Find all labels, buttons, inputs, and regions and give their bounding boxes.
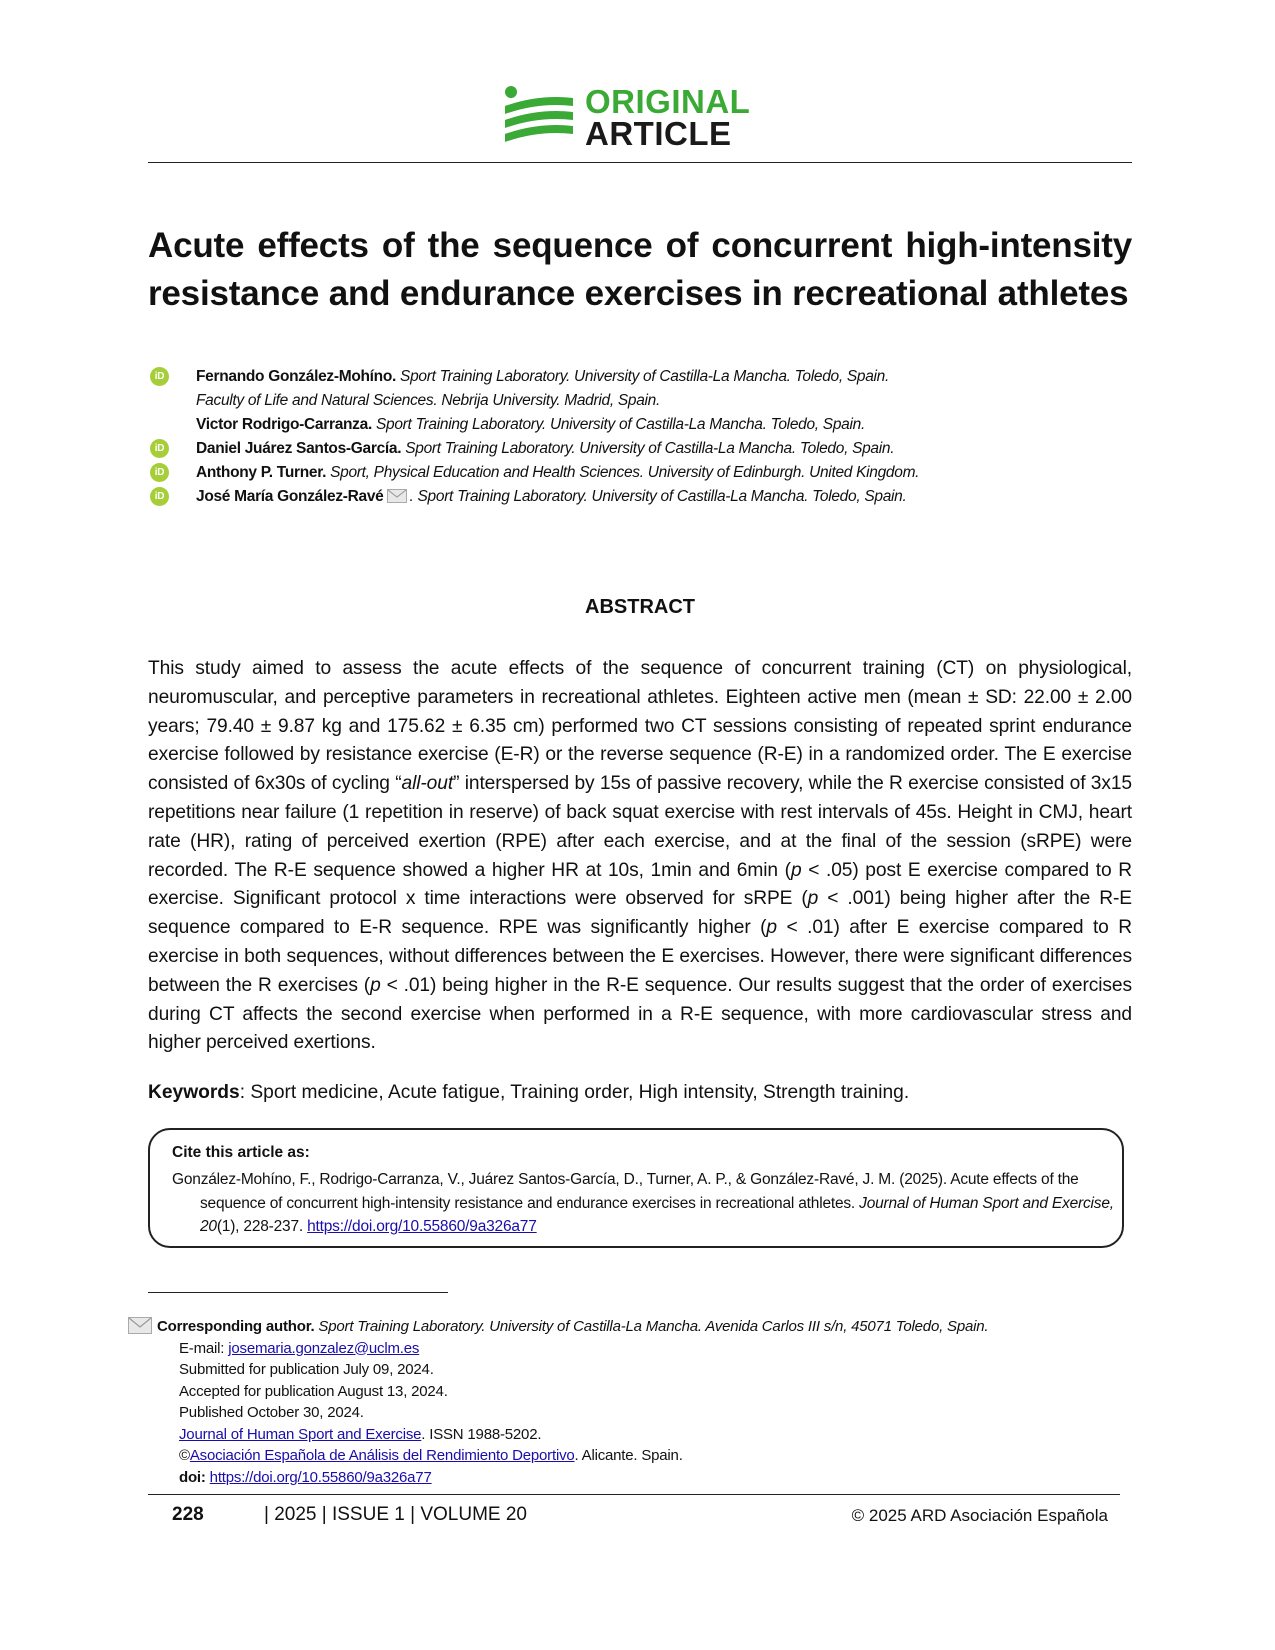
author-affiliation: Sport Training Laboratory. University of Castilla-La Mancha. Toledo, Spain. <box>371 416 865 433</box>
citation-part: (1), 228-237. <box>216 1218 308 1235</box>
author-affiliation: Sport Training Laboratory. University of Castilla-La Mancha. Toledo, Spain. <box>396 368 890 385</box>
journal-line <box>179 1424 1125 1446</box>
author-name: José María González-Ravé <box>196 488 384 505</box>
footer-copyright: © 2025 ARD Asociación Española <box>851 1506 1108 1525</box>
header-divider <box>148 162 1132 163</box>
page-number: 228 <box>172 1504 204 1525</box>
corresponding-author-line <box>125 1316 1125 1338</box>
citation-text <box>172 1168 1128 1239</box>
author-name: Anthony P. Turner. <box>196 464 327 481</box>
author-line <box>150 389 1150 413</box>
author-name: Victor Rodrigo-Carranza. <box>196 416 372 433</box>
abstract-part: This study aimed to assess the acute effects of the sequence of concurrent training (CT) on physiological, neuromuscular, and perceptive parameters in recreational athletes. Eighteen active men (mean ± SD: 22.00 ± 2.00 years; 79.40 ± 9.87 kg and 175.62 ± 6.35 cm) performed two CT sessions consisting of repeated sprint endurance exercise followed by resistance exercise (E-R) or the reverse sequence (R-E) in a randomized order. The E exercise consisted of 6x30s of cycling “ <box>148 658 1132 795</box>
author-name: Fernando González-Mohíno. <box>196 368 397 385</box>
p-value-symbol: p <box>766 917 777 939</box>
orcid-icon[interactable]: iD <box>150 439 169 458</box>
journal-logo <box>503 83 773 152</box>
email-link[interactable]: josemaria.gonzalez@uclm.es <box>228 1339 420 1357</box>
author-line <box>150 413 1150 437</box>
corresponding-author-affiliation: Sport Training Laboratory. University of Castilla-La Mancha. Avenida Carlos III s/n, 45071 Toledo, Spain. <box>314 1318 989 1335</box>
author-list <box>150 365 1150 509</box>
issue-info: | 2025 | ISSUE 1 | VOLUME 20 <box>264 1504 527 1525</box>
copyright-symbol: © <box>179 1447 190 1464</box>
abstract-part: < .05) post E exercise compared to R exercise. Significant protocol x time interactions were observed for sRPE ( <box>148 859 1132 910</box>
author-affiliation: Sport Training Laboratory. University of Castilla-La Mancha. Toledo, Spain. <box>401 440 895 457</box>
orcid-icon[interactable]: iD <box>150 463 169 482</box>
citation-journal: Journal of Human Sport and Exercise, 20 <box>200 1194 1114 1235</box>
page-footer <box>148 1500 1120 1530</box>
logo-line1: ORIGINAL <box>585 83 751 120</box>
abstract-part: < .01) after E exercise compared to R exercise in both sequences, without differences between the E exercises. However, there were significant differences between the R exercises ( <box>148 917 1133 996</box>
citation-title: Cite this article as: <box>172 1144 310 1161</box>
email-line <box>179 1338 1125 1360</box>
association-line <box>179 1445 1125 1467</box>
keywords-text: : Sport medicine, Acute fatigue, Training order, High intensity, Strength training. <box>239 1082 910 1103</box>
footer-divider <box>148 1494 1120 1495</box>
envelope-icon <box>128 1317 152 1341</box>
association-place: . Alicante. Spain. <box>574 1447 683 1464</box>
p-value-symbol: p <box>790 859 802 881</box>
author-line <box>150 365 1150 389</box>
doi-link[interactable]: https://doi.org/10.55860/9a326a77 <box>209 1468 432 1486</box>
orcid-icon[interactable]: iD <box>150 367 169 386</box>
author-affiliation: . Sport Training Laboratory. University of Castilla-La Mancha. Toledo, Spain. <box>409 488 907 505</box>
citation-part: González-Mohíno, F., Rodrigo-Carranza, V., Juárez Santos-García, D., Turner, A. P., & González-Ravé, J. M. (2025). Acute effects of the sequence of concurrent high-intensity resistance and endurance exercises in recreational athletes. <box>172 1171 1079 1212</box>
abstract-italic: all-out <box>401 773 454 795</box>
corresponding-author-label: Corresponding author. <box>157 1318 315 1335</box>
p-value-symbol: p <box>807 888 819 910</box>
association-link[interactable]: Asociación Española de Análisis del Rendimiento Deportivo <box>189 1447 575 1464</box>
correspondence-block <box>125 1316 1125 1488</box>
issn-text: . ISSN 1988-5202. <box>421 1425 542 1443</box>
doi-line <box>179 1467 1125 1489</box>
author-line <box>150 485 1150 509</box>
stripes-logo-icon <box>503 86 575 146</box>
submitted-date: Submitted for publication July 09, 2024. <box>179 1361 434 1378</box>
logo-line2: ARTICLE <box>585 115 732 152</box>
doi-label: doi: <box>179 1468 206 1486</box>
journal-link[interactable]: Journal of Human Sport and Exercise <box>179 1425 422 1443</box>
keywords <box>148 1079 1132 1107</box>
author-affiliation: Faculty of Life and Natural Sciences. Nebrija University. Madrid, Spain. <box>196 392 660 409</box>
citation-box <box>148 1128 1124 1248</box>
orcid-icon[interactable]: iD <box>150 487 169 506</box>
envelope-icon[interactable] <box>387 487 407 511</box>
keywords-label: Keywords <box>148 1082 240 1103</box>
published-date: Published October 30, 2024. <box>179 1404 364 1421</box>
author-name: Daniel Juárez Santos-García. <box>196 440 402 457</box>
p-value-symbol: p <box>370 974 381 996</box>
abstract-part: < .01) being higher in the R-E sequence. Our results suggest that the order of exercises during CT affects the second exercise when performed in a R-E sequence, with more cardiovascular stress and higher perceived exertions. <box>148 974 1132 1054</box>
abstract-heading: ABSTRACT <box>585 596 695 618</box>
article-title: Acute effects of the sequence of concurrent high-intensity resistance and endurance exercises in recreational athletes <box>148 226 1132 313</box>
footnote-divider <box>148 1292 448 1293</box>
author-affiliation: Sport, Physical Education and Health Sciences. University of Edinburgh. United Kingdom. <box>326 464 920 481</box>
logo-text <box>585 83 751 152</box>
citation-doi-link[interactable]: https://doi.org/10.55860/9a326a77 <box>307 1218 537 1235</box>
author-line <box>150 437 1150 461</box>
author-line <box>150 461 1150 485</box>
abstract-text <box>148 655 1132 1058</box>
email-label: E-mail: <box>179 1339 229 1357</box>
abstract-part: ” interspersed by 15s of passive recovery, while the R exercise consisted of 3x15 repetitions near failure (1 repetition in reserve) of back squat exercise with rest intervals of 45s. Height in CMJ, heart rate (HR), rating of perceived exertion (RPE) after each exercise, and at the final of the session (sRPE) were recorded. The R-E sequence showed a higher HR at 10s, 1min and 6min ( <box>148 773 1133 881</box>
abstract-part: < .001) being higher after the R-E sequence compared to E-R sequence. RPE was significantly higher ( <box>148 888 1132 939</box>
accepted-date: Accepted for publication August 13, 2024. <box>179 1382 448 1400</box>
